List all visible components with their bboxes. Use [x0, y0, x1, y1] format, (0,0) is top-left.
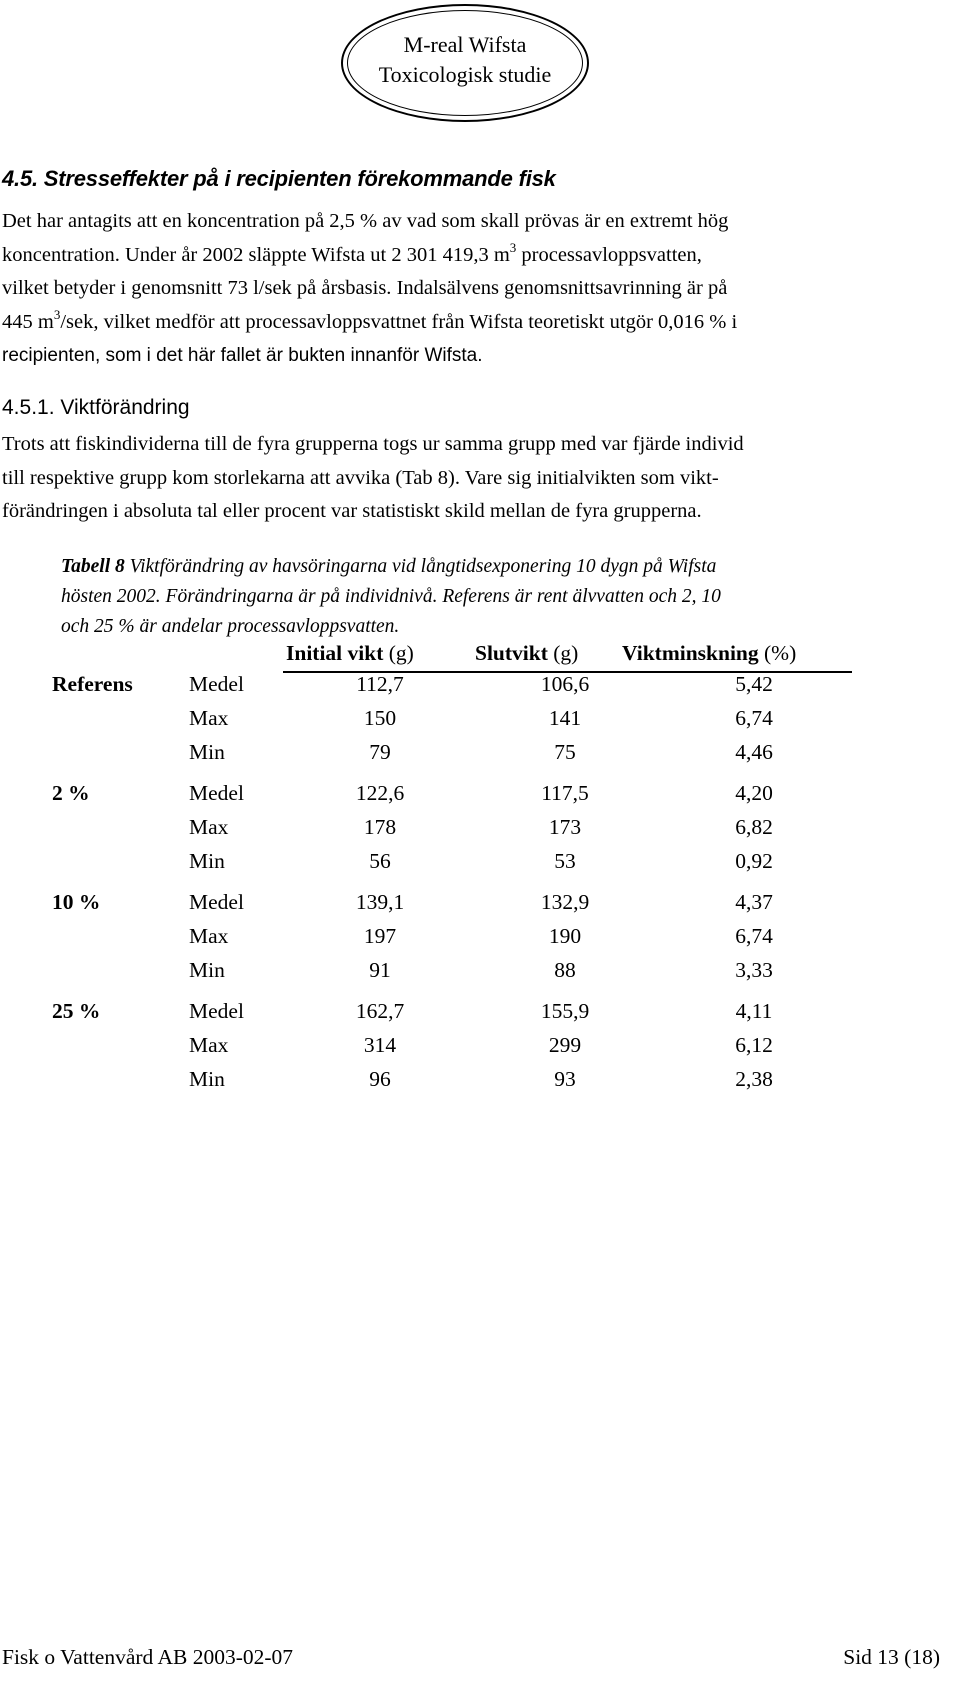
- table-row: [0, 958, 960, 990]
- stamp-line-2: Toxicologisk studie: [378, 62, 552, 87]
- final-weight-cell: 190: [548, 924, 582, 948]
- table-row: [0, 849, 960, 881]
- table-row: [0, 815, 960, 847]
- stat-label: Min: [189, 958, 225, 982]
- table-row: [0, 999, 960, 1031]
- final-weight-cell: 155,9: [540, 999, 590, 1023]
- table-row: [0, 672, 960, 704]
- paragraph-line: 445 $m^3$/sek, vilket medför att processavloppsvattnet från Wifsta teoretiskt utgör 0,016 % i: [2, 306, 738, 333]
- final-weight-cell: 132,9: [540, 890, 590, 914]
- final-weight-cell: 173: [548, 815, 582, 839]
- initial-weight-cell: 139,1: [355, 890, 405, 914]
- final-weight-cell: 53: [554, 849, 576, 873]
- weight-loss-cell: 3,33: [735, 958, 773, 982]
- initial-weight-cell: 91: [369, 958, 391, 982]
- column-header-weight-loss: Viktminskning (%): [622, 641, 797, 665]
- initial-weight-cell: 150: [363, 706, 397, 730]
- table-row: [0, 740, 960, 772]
- initial-weight-cell: 79: [369, 740, 391, 764]
- final-weight-cell: 93: [554, 1067, 576, 1091]
- stat-label: Max: [189, 1033, 229, 1057]
- initial-weight-cell: 314: [363, 1033, 397, 1057]
- table-caption: [61, 552, 861, 642]
- weight-loss-cell: 6,74: [735, 924, 773, 948]
- weight-loss-cell: 4,11: [735, 999, 773, 1023]
- group-label: 10 %: [52, 890, 101, 914]
- stat-label: Min: [189, 849, 225, 873]
- paragraph-line: Det har antagits att en koncentration på 2,5 % av vad som skall prövas är en extremt hög: [2, 210, 729, 232]
- table-row: [0, 924, 960, 956]
- caption-line: Tabell 8 Viktförändring av havsöringarna vid långtidsexponering 10 dygn på Wifsta: [61, 556, 717, 577]
- group-label: Referens: [52, 672, 133, 696]
- stat-label: Min: [189, 1067, 225, 1091]
- weight-loss-cell: 2,38: [735, 1067, 773, 1091]
- table-row: [0, 1067, 960, 1099]
- initial-weight-cell: 197: [363, 924, 397, 948]
- paragraph-line: recipienten, som i det här fallet är bukten innanför Wifsta.: [2, 345, 483, 366]
- stat-label: Medel: [189, 999, 244, 1023]
- stat-label: Max: [189, 815, 229, 839]
- final-weight-cell: 88: [554, 958, 576, 982]
- table-row: [0, 781, 960, 813]
- paragraph-line: till respektive grupp kom storlekarna att avvika (Tab 8). Vare sig initialvikten som vikt-: [2, 466, 719, 489]
- caption-line: och 25 % är andelar processavloppsvatten.: [61, 616, 400, 637]
- section-title: 4.5. Stresseffekter på i recipienten förekommande fisk: [2, 166, 556, 191]
- stat-label: Max: [189, 924, 229, 948]
- stat-label: Medel: [189, 781, 244, 805]
- final-weight-cell: 141: [548, 706, 582, 730]
- footer-company-date: Fisk o Vattenvård AB 2003-02-07: [2, 1645, 294, 1669]
- initial-weight-cell: 96: [369, 1067, 391, 1091]
- initial-weight-cell: 122,6: [355, 781, 405, 805]
- column-header-final-weight: Slutvikt (g): [475, 641, 579, 665]
- group-label: 2 %: [52, 781, 90, 805]
- weight-loss-cell: 6,74: [735, 706, 773, 730]
- paragraph-line: vilket betyder i genomsnitt 73 l/sek på årsbasis. Indalsälvens genomsnittsavrinning är på: [2, 277, 728, 299]
- table-row: [0, 890, 960, 922]
- table-row: [0, 706, 960, 738]
- weight-loss-cell: 5,42: [735, 672, 773, 696]
- initial-weight-cell: 162,7: [355, 999, 405, 1023]
- paragraph-line: koncentration. Under år 2002 släppte Wifsta ut 2 301 419,3 $m^3$ processavloppsvatten,: [2, 239, 702, 266]
- weight-loss-cell: 4,37: [735, 890, 773, 914]
- subsection-title: 4.5.1. Viktförändring: [2, 396, 190, 419]
- final-weight-cell: 106,6: [540, 672, 590, 696]
- paragraph-stress-effects: [2, 205, 942, 373]
- stamp-line-1: M-real Wifsta: [403, 32, 527, 57]
- weight-loss-cell: 0,92: [735, 849, 773, 873]
- paragraph-line: Trots att fiskindividerna till de fyra grupperna togs ur samma grupp med var fjärde individ: [2, 433, 744, 455]
- initial-weight-cell: 178: [363, 815, 397, 839]
- column-header-initial-weight: Initial vikt (g): [286, 641, 414, 665]
- stamp-text: [341, 30, 589, 90]
- paragraph-line: förändringen i absoluta tal eller procent var statistiskt skild mellan de fyra grupperna.: [2, 500, 702, 522]
- initial-weight-cell: 112,7: [356, 672, 404, 696]
- stat-label: Max: [189, 706, 229, 730]
- final-weight-cell: 299: [548, 1033, 582, 1057]
- weight-loss-cell: 6,82: [735, 815, 773, 839]
- weight-loss-cell: 4,20: [735, 781, 773, 805]
- group-label: 25 %: [52, 999, 101, 1023]
- final-weight-cell: 117,5: [541, 781, 589, 805]
- stat-label: Medel: [189, 890, 244, 914]
- initial-weight-cell: 56: [369, 849, 391, 873]
- final-weight-cell: 75: [554, 740, 576, 764]
- footer-page-number: Sid 13 (18): [843, 1645, 940, 1669]
- table-row: [0, 1033, 960, 1065]
- stat-label: Medel: [189, 672, 244, 696]
- weight-loss-cell: 6,12: [735, 1033, 773, 1057]
- header-stamp: [341, 4, 589, 122]
- paragraph-weight-change: [2, 428, 942, 529]
- weight-loss-cell: 4,46: [735, 740, 773, 764]
- stat-label: Min: [189, 740, 225, 764]
- caption-label: Tabell 8: [61, 556, 125, 577]
- caption-line: hösten 2002. Förändringarna är på individnivå. Referens är rent älvvatten och 2, 10: [61, 586, 721, 607]
